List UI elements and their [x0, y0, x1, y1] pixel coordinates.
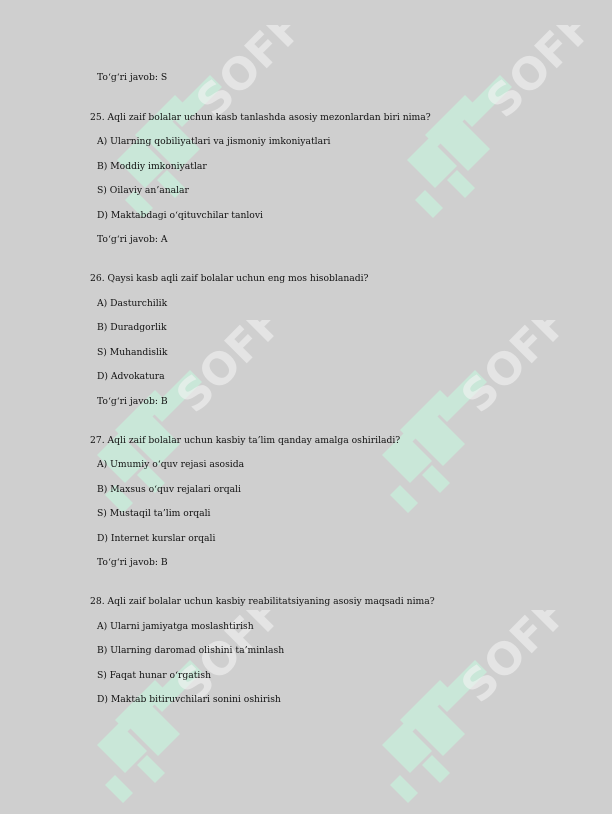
option-line: B) Moddiy imkoniyatlar: [97, 161, 207, 172]
option-line: A) Dasturchilik: [97, 298, 168, 309]
option-line: S) Muhandislik: [97, 347, 168, 358]
svg-text:SOFF: SOFF: [476, 25, 585, 128]
option-line: D) Internet kurslar orqali: [97, 533, 216, 544]
option-line: A) Ularni jamiyatga moslashtirish: [97, 621, 254, 632]
question-27: 27. Aqli zaif bolalar uchun kasbiy ta’lim qanday amalga oshiriladi?: [90, 435, 401, 446]
svg-text:SOFF: SOFF: [186, 25, 295, 128]
answer-line: To‘g‘ri javob: B: [97, 396, 168, 407]
question-25: 25. Aqli zaif bolalar uchun kasb tanlashda asosiy mezonlardan biri nima?: [90, 112, 431, 123]
option-line: B) Duradgorlik: [97, 322, 167, 333]
answer-line: To‘g‘ri javob: B: [97, 557, 168, 568]
option-line: D) Advokatura: [97, 371, 165, 382]
option-line: B) Maxsus o‘quv rejalari orqali: [97, 484, 241, 495]
answer-line: To‘g‘ri javob: A: [97, 234, 168, 245]
question-28: 28. Aqli zaif bolalar uchun kasbiy reabilitatsiyaning asosiy maqsadi nima?: [90, 596, 435, 607]
option-line: D) Maktabdagi o‘qituvchilar tanlovi: [97, 210, 263, 221]
option-line: A) Ularning qobiliyatlari va jismoniy imkoniyatlari: [97, 136, 331, 147]
svg-text:SOFF: SOFF: [451, 320, 560, 423]
option-line: S) Mustaqil ta’lim orqali: [97, 508, 211, 519]
svg-text:SOFF: SOFF: [166, 610, 275, 713]
option-line: S) Faqat hunar o‘rgatish: [97, 670, 212, 681]
option-line: S) Oilaviy an’analar: [97, 185, 189, 196]
option-line: A) Umumiy o‘quv rejasi asosida: [97, 459, 245, 470]
answer-line: To‘g‘ri javob: S: [97, 72, 168, 83]
option-line: B) Ularning daromad olishini ta’minlash: [97, 645, 285, 656]
svg-text:SOFF: SOFF: [166, 320, 275, 423]
option-line: D) Maktab bitiruvchilari sonini oshirish: [97, 694, 281, 705]
svg-text:SOFF: SOFF: [451, 610, 560, 713]
question-26: 26. Qaysi kasb aqli zaif bolalar uchun eng mos hisoblanadi?: [90, 273, 369, 284]
